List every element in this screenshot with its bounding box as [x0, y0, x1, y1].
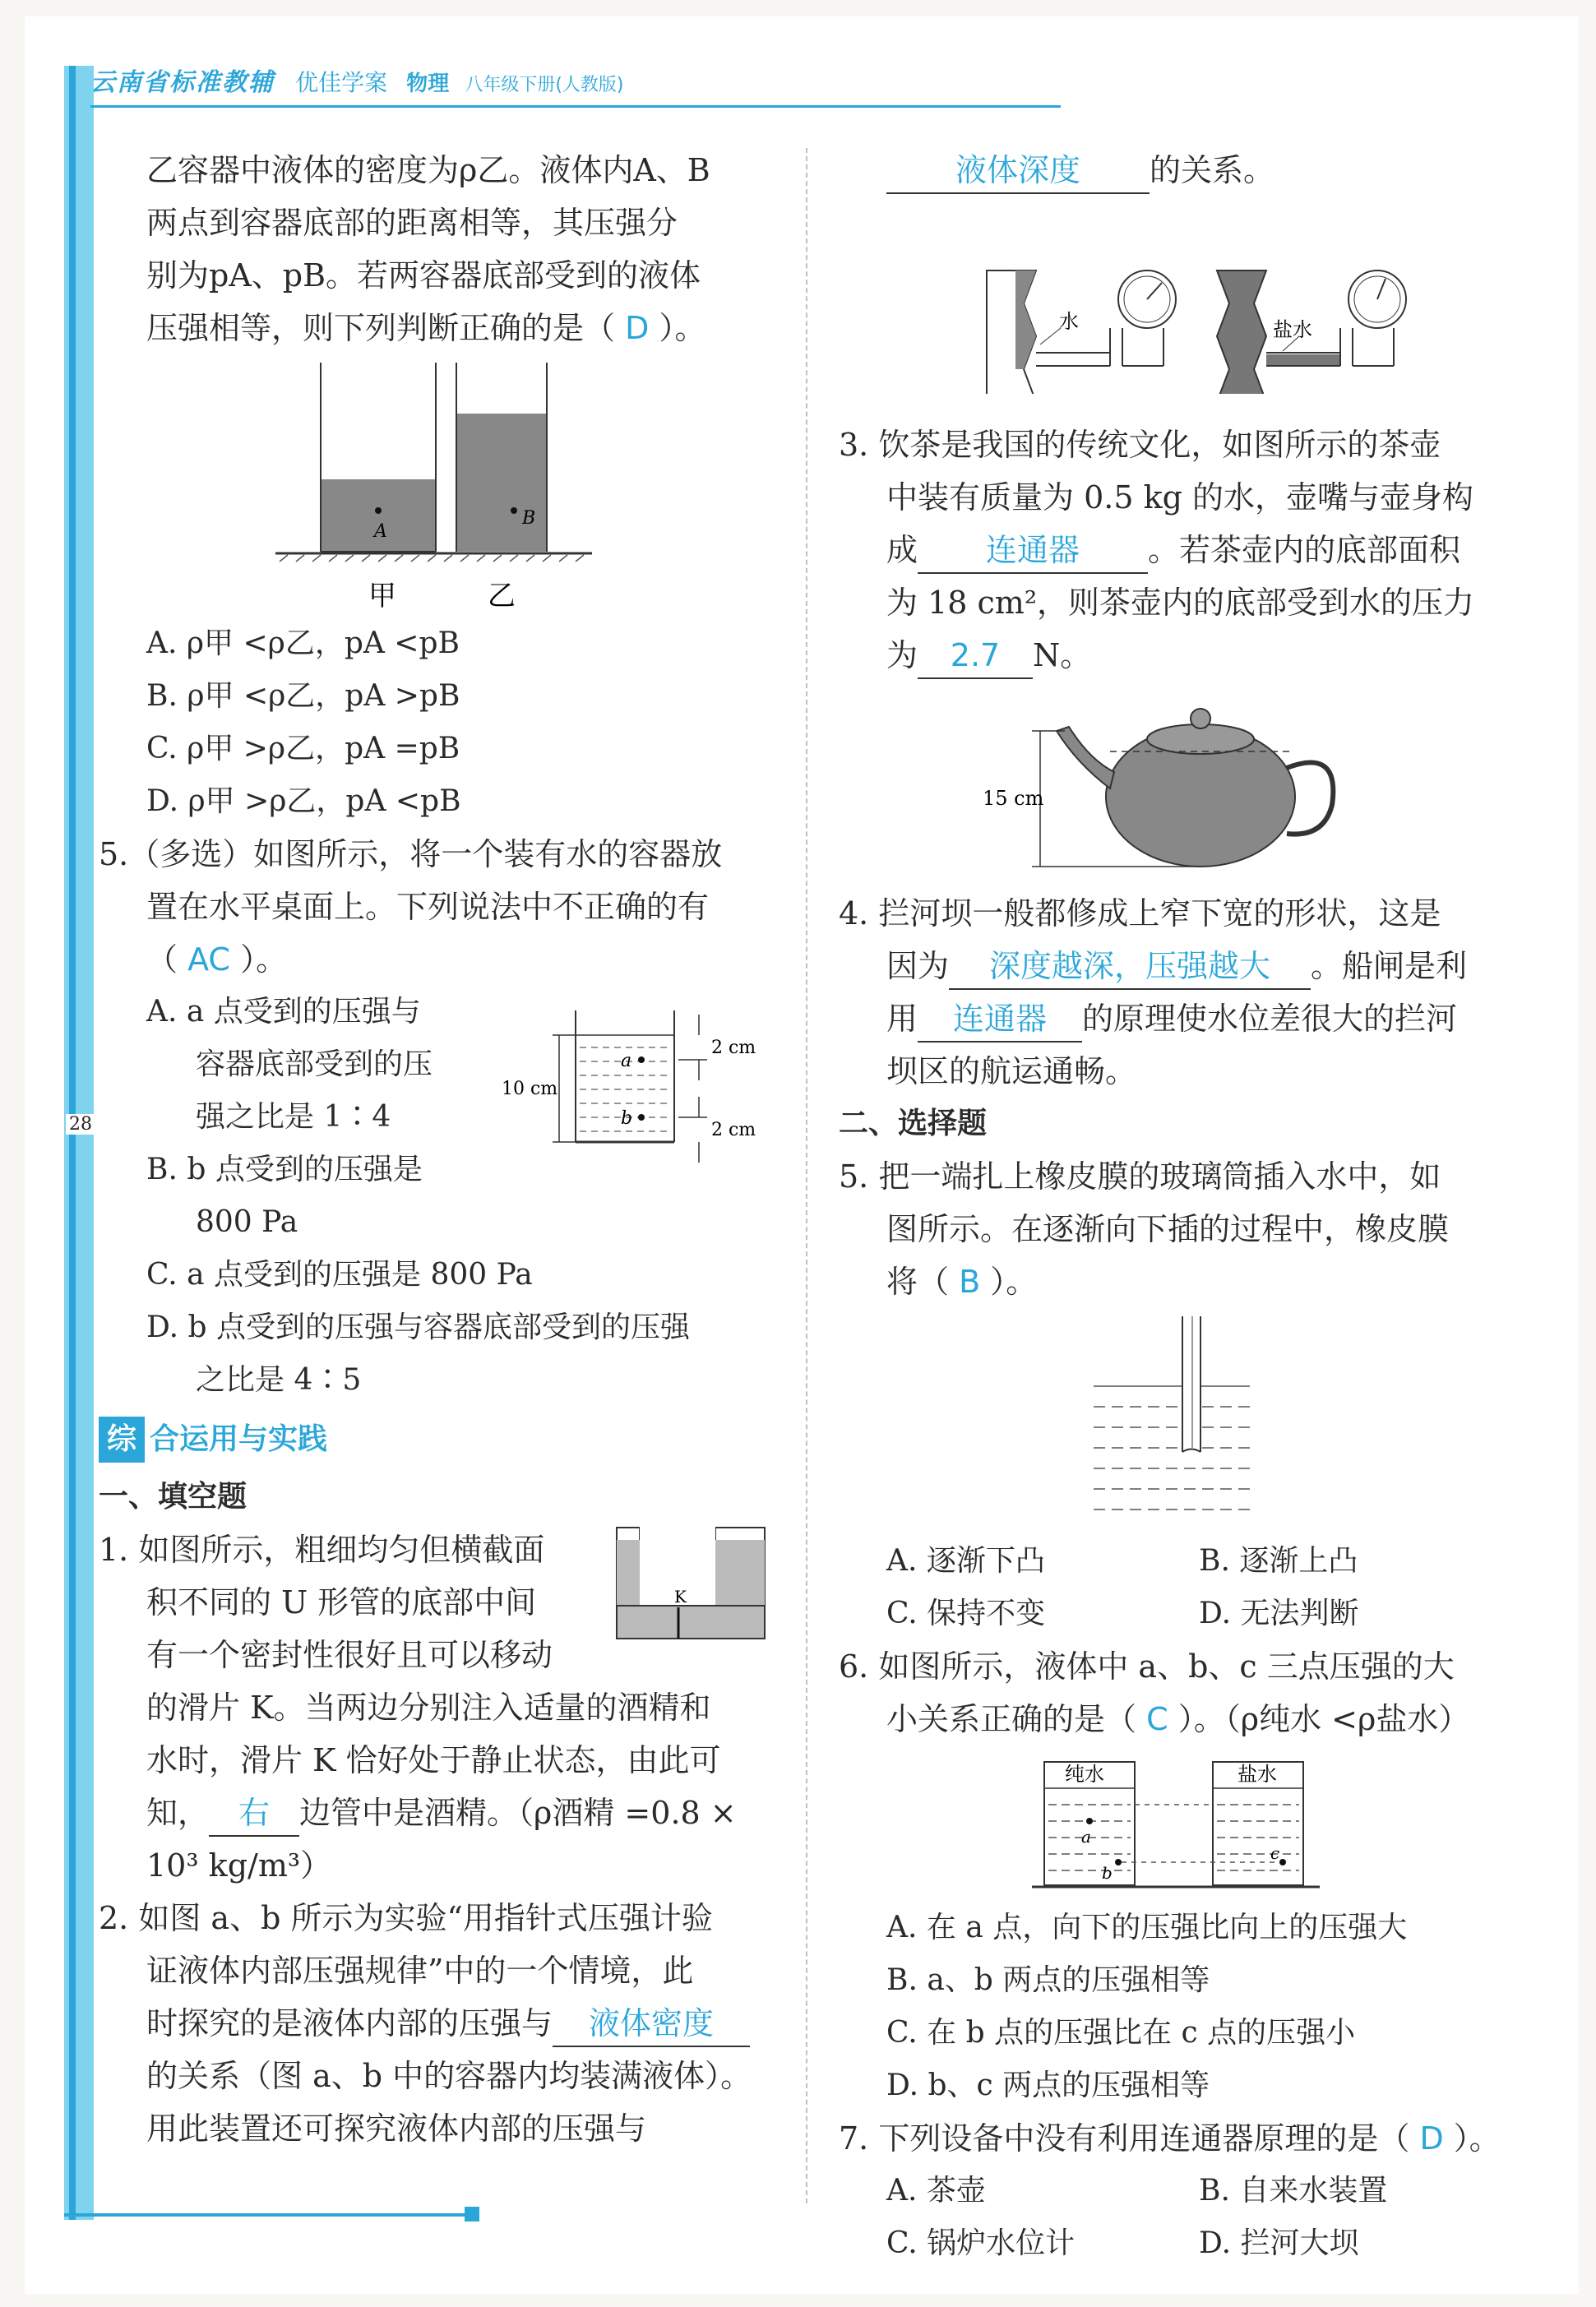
q1-line: 的滑片 K。当两边分别注入适量的酒精和	[146, 1690, 711, 1726]
q5-optD: D. b 点受到的压强与容器底部受到的压强	[146, 1311, 690, 1344]
column-divider	[806, 148, 807, 2203]
q1-line: 1. 如图所示，粗细均匀但横截面	[99, 1532, 545, 1568]
point-a-label: A	[374, 521, 387, 542]
series-title: 云南省标准教辅	[90, 68, 275, 97]
q1-figure	[613, 1523, 777, 1647]
q2-continued: 液体深度 的关系。	[839, 144, 1513, 196]
q3-line: 成 连通器 。若茶壶内的底部面积	[839, 524, 1513, 576]
q4-line: 4. 拦河坝一般都修成上窄下宽的形状，这是	[839, 895, 1441, 932]
q5-option: D. 无法判断	[1199, 1597, 1359, 1630]
q4-answer-2: 连通器	[918, 996, 1082, 1043]
q5-options-row	[839, 1535, 1513, 1588]
q5-answer: AC	[187, 941, 230, 978]
q3-answer-2: 2.7	[918, 633, 1033, 679]
q6-line: 6. 如图所示，液体中 a、b、c 三点压强的大	[839, 1648, 1455, 1685]
q4-line: 乙容器中液体的密度为ρ乙。液体内A、B	[146, 152, 710, 188]
q4-line: 压强相等，则下列判断正确的是（ D ）。	[146, 310, 706, 346]
q1-block	[99, 1523, 773, 1892]
q4-option: A. ρ甲 <ρ乙，pA <pB	[146, 626, 460, 660]
header-rule	[90, 105, 1061, 108]
q4-line: 用 连通器 的原理使水位差很大的拦河	[839, 992, 1513, 1045]
salt-water-label: 盐水	[1273, 318, 1312, 341]
q4-option: B. ρ甲 <ρ乙，pA >pB	[146, 679, 460, 713]
q5-optC: C. a 点受到的压强是 800 Pa	[146, 1258, 533, 1292]
q5-optB: 800 Pa	[196, 1205, 298, 1239]
q2-line: 时探究的是液体内部的压强与 液体密度	[99, 1997, 773, 2050]
q5-option: A. 逐渐下凸	[886, 1544, 1045, 1578]
q5-optD: 之比是 4∶5	[196, 1363, 362, 1397]
q7-option: D. 拦河大坝	[1199, 2226, 1359, 2260]
glass-tube-figure	[839, 1316, 1513, 1522]
q5-options-block	[99, 986, 773, 1249]
height-label: 15 cm	[983, 787, 1044, 810]
q2-figure	[839, 205, 1513, 394]
q5-figure	[502, 986, 798, 1183]
section-badge: 综	[99, 1417, 145, 1463]
right-column	[839, 144, 1513, 2270]
q1-line: 积不同的 U 形管的底部中间	[146, 1584, 537, 1620]
q4-option: C. ρ甲 >ρ乙，pA =pB	[146, 732, 460, 765]
q5-optA: 强之比是 1∶4	[196, 1100, 391, 1134]
q7-options-row	[839, 2217, 1513, 2270]
container-yi-label: 乙	[488, 580, 516, 613]
q1-answer: 右	[209, 1791, 299, 1837]
pure-water-label: 纯水	[1065, 1763, 1104, 1786]
sidebar-line	[69, 66, 76, 2220]
q2-line: 用此装置还可探究液体内部的压强与	[146, 2111, 647, 2147]
q5-optA: A. a 点受到的压强与	[146, 995, 421, 1029]
q1-line: 知， 右 边管中是酒精。（ρ酒精 =0.8 ×	[99, 1787, 773, 1839]
page-header	[90, 62, 623, 98]
q7-option: B. 自来水装置	[1199, 2174, 1388, 2208]
q5-line: 5.（多选）如图所示，将一个装有水的容器放	[99, 836, 723, 872]
q6-option: D. b、c 两点的压强相等	[886, 2069, 1210, 2102]
footer-square	[465, 2207, 479, 2221]
q1-line: 有一个密封性很好且可以移动	[146, 1637, 553, 1673]
q5-answer: B	[959, 1264, 981, 1300]
q6-option: B. a、b 两点的压强相等	[886, 1963, 1210, 1997]
q2-line: 2. 如图 a、b 所示为实验“用指针式压强计验	[99, 1900, 713, 1936]
point-b-label: B	[522, 508, 536, 529]
q5-optB: B. b 点受到的压强是	[146, 1153, 423, 1186]
q5-option: C. 保持不变	[886, 1597, 1046, 1630]
q4-line: 别为pA、pB。若两容器底部受到的液体	[146, 257, 701, 294]
q4-figure	[99, 363, 773, 617]
q3-line: 为 2.7 N。	[839, 629, 1513, 682]
q4-answer: D	[625, 310, 650, 346]
q2-answer-2: 液体深度	[886, 148, 1150, 194]
q7-options-row	[839, 2165, 1513, 2217]
q2-line: 的关系（图 a、b 中的容器内均装满液体）。	[146, 2058, 752, 2094]
fig-b: b	[1102, 1863, 1113, 1883]
subsection-fill-blank: 一、填空题	[99, 1480, 247, 1514]
q2-answer-1: 液体密度	[553, 2001, 750, 2047]
q4-option: D. ρ甲 >ρ乙，pA <pB	[146, 784, 461, 818]
top-gap-label: 2 cm	[711, 1038, 756, 1058]
q2-line: 证液体内部压强规律”中的一个情境，此	[146, 1953, 694, 1989]
q6-option: C. 在 b 点的压强比在 c 点的压强小	[886, 2016, 1356, 2050]
q5-line: 5. 把一端扎上橡皮膜的玻璃筒插入水中，如	[839, 1158, 1441, 1195]
q1-line: 水时，滑片 K 恰好处于静止状态，由此可	[146, 1742, 721, 1778]
footer-rule	[64, 2213, 475, 2217]
container-jia-label: 甲	[368, 580, 396, 613]
q5-option: B. 逐渐上凸	[1199, 1544, 1358, 1578]
section-title: 合运用与实践	[150, 1422, 328, 1456]
subsection-choice: 二、选择题	[839, 1107, 988, 1140]
q5-options-row	[839, 1588, 1513, 1640]
fig-c: c	[1270, 1843, 1280, 1863]
bottom-gap-label: 2 cm	[711, 1120, 756, 1140]
q6-answer: C	[1146, 1701, 1168, 1737]
teapot-figure	[839, 690, 1513, 879]
q3-line: 中装有质量为 0.5 kg 的水，壶嘴与壶身构	[886, 479, 1474, 515]
q5-optA: 容器底部受到的压	[196, 1047, 433, 1081]
q6-line: 小关系正确的是（ C ）。（ρ纯水 <ρ盐水）	[886, 1701, 1470, 1737]
q5-line: （ AC ）。	[146, 941, 288, 978]
q5-line: 将（ B ）。	[886, 1264, 1038, 1300]
water-label: 水	[1059, 310, 1079, 333]
salt-water-label-2: 盐水	[1237, 1763, 1277, 1786]
subject-label: 物理	[406, 72, 450, 96]
q7-answer: D	[1419, 2120, 1444, 2157]
depth-label: 10 cm	[502, 1079, 558, 1099]
q3-line: 3. 饮茶是我国的传统文化，如图所示的茶壶	[839, 427, 1441, 463]
q5-line: 图所示。在逐渐向下插的过程中，橡皮膜	[886, 1211, 1450, 1247]
q5-line: 置在水平桌面上。下列说法中不正确的有	[146, 889, 710, 925]
q1-unit: 10³ kg/m³）	[146, 1847, 332, 1884]
slider-k-label: K	[674, 1587, 687, 1607]
q7-option: C. 锅炉水位计	[886, 2226, 1076, 2260]
q7-option: A. 茶壶	[886, 2174, 986, 2208]
grade-label: 八年级下册(人教版)	[465, 75, 624, 95]
q4-answer-1: 深度越深，压强越大	[949, 944, 1311, 990]
q4-line: 两点到容器底部的距离相等，其压强分	[146, 205, 678, 241]
fig-a: a	[1081, 1827, 1091, 1847]
q4-line: 因为 深度越深，压强越大 。船闸是利	[839, 940, 1513, 992]
fig-point-a: a	[621, 1051, 632, 1071]
q3-answer-1: 连通器	[918, 528, 1148, 574]
book-title: 优佳学案	[295, 69, 388, 96]
q4-line: 坝区的航运通畅。	[886, 1053, 1137, 1089]
fig-point-b: b	[621, 1108, 633, 1129]
section-heading	[99, 1413, 773, 1466]
q6-figure	[839, 1754, 1513, 1902]
q7-line: 7. 下列设备中没有利用连通器原理的是（ D ）。	[839, 2120, 1501, 2157]
q3-line: 为 18 cm²，则茶壶内的底部受到水的压力	[886, 585, 1475, 621]
page-number: 28	[66, 1114, 95, 1135]
left-column	[99, 144, 773, 2155]
q6-option: A. 在 a 点，向下的压强比向上的压强大	[886, 1911, 1408, 1944]
